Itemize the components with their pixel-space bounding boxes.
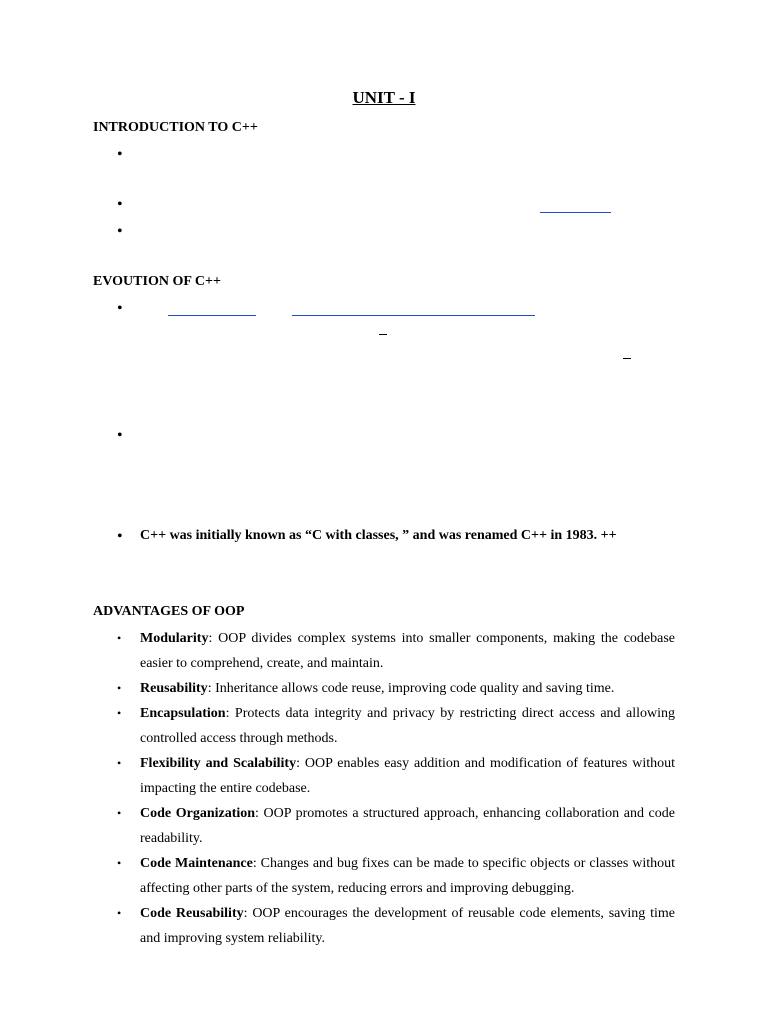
advantage-item	[117, 851, 675, 901]
advantage-term: Code Organization	[140, 806, 256, 821]
advantages-heading: ADVANTAGES OF OOP	[93, 604, 245, 619]
bullet-dot: •	[117, 906, 122, 920]
evolution-hyperlink-2[interactable]	[292, 315, 535, 316]
bullet-dot: •	[117, 706, 122, 720]
intro-bullet-1: •	[117, 146, 123, 163]
advantage-description: : OOP promotes a structured approach, enhancing collaboration and code readability.	[140, 806, 675, 846]
advantage-description: : OOP enables easy addition and modification of features without impacting the entire codebase.	[140, 756, 675, 796]
advantage-term: Code Maintenance	[140, 856, 253, 871]
evolution-hyperlink-1[interactable]	[168, 315, 256, 316]
advantage-term: Encapsulation	[140, 706, 226, 721]
advantage-term: Code Reusability	[140, 906, 244, 921]
advantage-description: : OOP encourages the development of reusable code elements, saving time and improving system reliability.	[140, 906, 675, 946]
advantage-term: Flexibility and Scalability	[140, 756, 297, 771]
evolution-note: C++ was initially known as “C with classes, ” and was renamed C++ in 1983. ++	[140, 528, 617, 543]
advantage-description: : Inheritance allows code reuse, improving code quality and saving time.	[207, 681, 615, 696]
advantage-item	[117, 801, 675, 851]
evolution-bullet-2: •	[117, 427, 123, 444]
page-title: UNIT - I	[352, 88, 416, 107]
advantage-item	[117, 701, 675, 751]
advantages-list	[117, 626, 675, 951]
advantage-term: Reusability	[140, 681, 208, 696]
advantage-item	[117, 901, 675, 951]
bullet-dot: •	[117, 856, 122, 870]
advantage-description: : Changes and bug fixes can be made to specific objects or classes without affecting other parts of the system, reducing errors and improving debugging.	[140, 856, 675, 896]
dash-mark-2	[623, 358, 631, 359]
evolution-bullet-1: •	[117, 300, 123, 317]
advantage-description: : Protects data integrity and privacy by restricting direct access and allowing controlled access through methods.	[140, 706, 675, 746]
evolution-heading: EVOUTION OF C++	[93, 274, 221, 289]
evolution-bullet-3: •	[117, 528, 123, 545]
bullet-dot: •	[117, 806, 122, 820]
intro-bullet-3: •	[117, 223, 123, 240]
bullet-dot: •	[117, 756, 122, 770]
bullet-dot: •	[117, 631, 122, 645]
intro-hyperlink[interactable]	[540, 212, 611, 213]
bullet-dot: •	[117, 681, 122, 695]
advantage-item	[117, 751, 675, 801]
advantage-term: Modularity	[140, 631, 209, 646]
advantage-description: : OOP divides complex systems into smaller components, making the codebase easier to comprehend, create, and maintain.	[140, 631, 675, 671]
advantage-item	[117, 676, 675, 701]
intro-heading: INTRODUCTION TO C++	[93, 120, 258, 135]
intro-bullet-2: •	[117, 196, 123, 213]
advantage-item	[117, 626, 675, 676]
dash-mark-1	[379, 334, 387, 335]
